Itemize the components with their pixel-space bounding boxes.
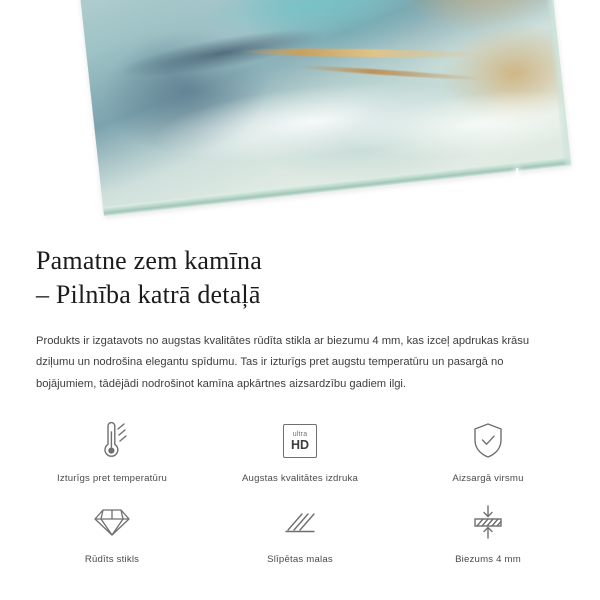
ultra-hd-icon	[283, 419, 317, 463]
marble-glass-panel	[76, 0, 571, 216]
marble-streak-gold-main	[238, 47, 488, 58]
polished-edges-icon	[280, 500, 320, 544]
feature-label: Aizsargā virsmu	[452, 473, 524, 485]
feature-label: Rūdīts stikls	[84, 554, 140, 566]
headline-line-2: – Pilnība katrā detaļā	[36, 280, 261, 310]
body-paragraph: Produkts ir izgatavots no augstas kvalitātes rūdīta stikla ar biezumu 4 mm, kas izceļ apdrukas krāsu dziļumu un nodrošina elegantu spīdumu. Tas ir izturīgs pret augstu temperatūru un pasargā no bojājumiem, tādējādi nodrošinot kamīna apkārtnes aizsardzību gadiem ilgi.	[36, 334, 530, 390]
page-title	[36, 244, 564, 313]
sparkle-small-icon	[516, 192, 536, 212]
feature-label: Izturīgs pret temperatūru	[56, 473, 168, 485]
feature-item-print-quality	[206, 419, 394, 484]
feature-label: Augstas kvalitātes izdruka	[241, 473, 359, 485]
hero-image-inner	[0, 0, 600, 222]
feature-item-thickness	[394, 500, 582, 565]
content-block	[0, 244, 600, 395]
feature-item-surface-protection	[394, 419, 582, 484]
ultra-hd-badge-top: ultra	[292, 430, 308, 438]
feature-item-polished-edges	[206, 500, 394, 565]
feature-label: Slīpētas malas	[267, 554, 333, 566]
feature-label: Biezums 4 mm	[455, 554, 521, 566]
feature-item-tempered-glass	[18, 500, 206, 565]
diamond-icon	[92, 500, 132, 544]
feature-grid	[0, 419, 600, 565]
ultra-hd-badge-bottom: HD	[290, 437, 310, 452]
headline-line-1: Pamatne zem kamīna	[36, 246, 262, 275]
marble-streak-gold-secondary	[295, 64, 485, 82]
sparkle-icon	[497, 168, 537, 208]
glass-bottom-edge	[103, 156, 571, 216]
shield-check-icon	[469, 419, 507, 463]
hero-image	[0, 0, 600, 222]
thickness-icon	[468, 500, 508, 544]
thermometer-icon	[93, 419, 131, 463]
feature-item-temperature	[18, 419, 206, 484]
